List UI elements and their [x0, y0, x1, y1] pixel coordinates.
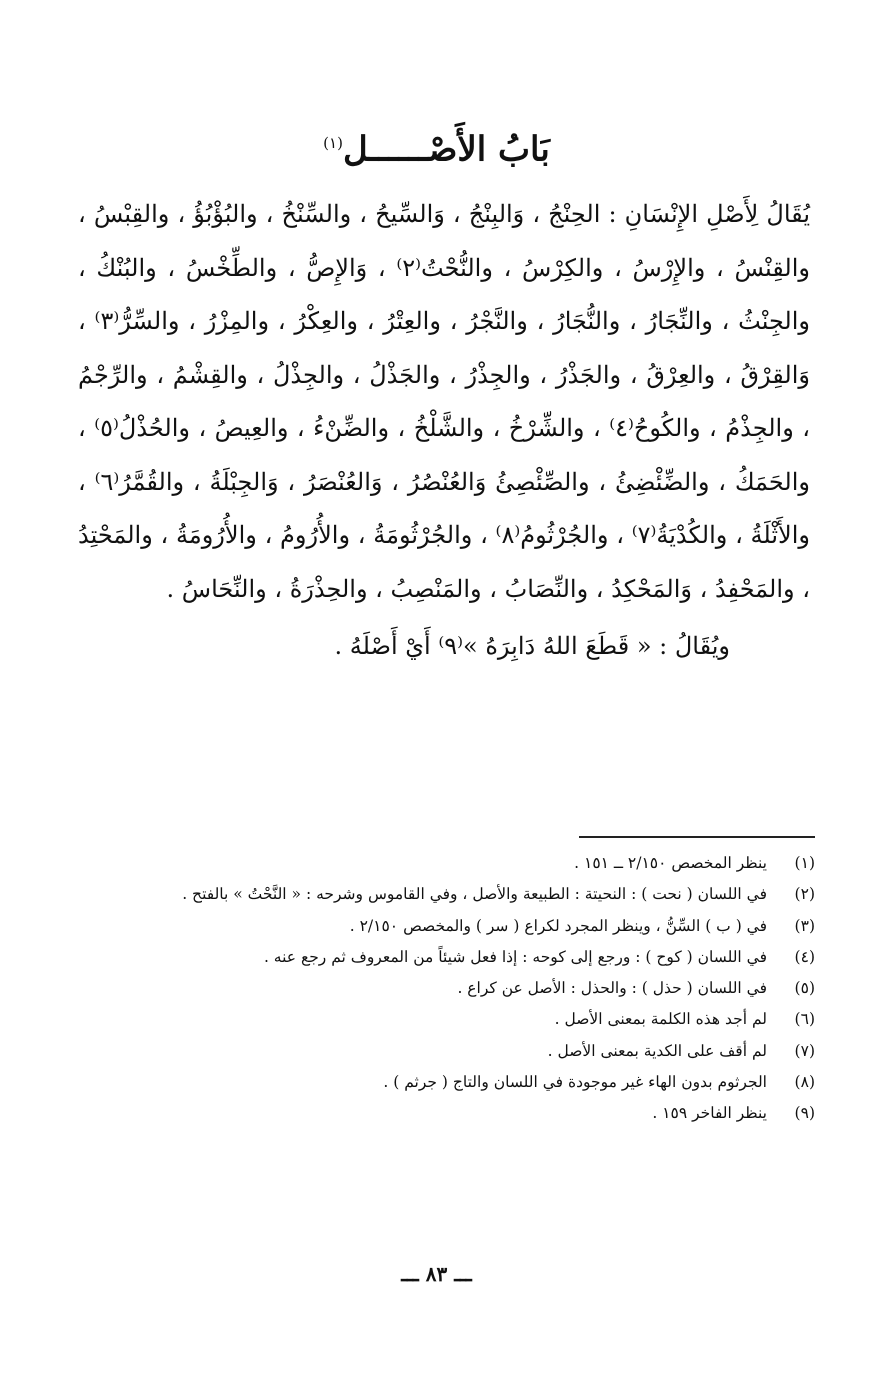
footnote-number: (٣)	[794, 916, 815, 935]
chapter-title-text: بَابُ الأَصْــــــل	[342, 129, 550, 170]
footnote	[55, 879, 815, 910]
footnote-text: لم أقف على الكدية بمعنى الأصل .	[547, 1041, 767, 1060]
footnote	[55, 1067, 815, 1098]
footnote	[55, 1036, 815, 1067]
footnote-separator	[579, 836, 815, 838]
footnote-text: في اللسان ( نحت ) : النحيتة : الطبيعة والأصل ، وفي القاموس وشرحه : « النَّحْتُ » بالفتح .	[182, 885, 767, 904]
main-text	[78, 188, 810, 674]
footnote-number: (٧)	[794, 1041, 815, 1060]
footnote-text: ينظر الفاخر ١٥٩ .	[652, 1104, 767, 1123]
footnote-text: ينظر المخصص ٢/١٥٠ ــ ١٥١ .	[574, 854, 767, 872]
footnote-number: (٥)	[794, 979, 815, 998]
footnote-text: في ( ب ) السِّنُّ ، وينظر المجرد لكراع ( سر ) والمخصص ٢/١٥٠ .	[349, 916, 767, 935]
footnotes-list	[55, 848, 815, 1130]
footnote-number: (٤)	[794, 947, 815, 966]
paragraph-synonyms: يُقَالُ لِأَصْلِ الإِنْسَانِ : الحِنْجُ ، وَالبِنْجُ ، وَالسِّيحُ ، والسِّنْخُ ، والبُؤْبُؤُ ، والقِبْسُ ، والقِنْسُ ، والإِرْسُ ، والكِرْسُ ، والنُّحْتُ⁽٢⁾ ، وَالإِصُّ ، والطِّخْسُ ، والبُنْكُ ، والجِنْثُ ، والنِّجَارُ ، والنُّجَارُ ، والنَّجْرُ ، والعِتْرُ ، والعِكْرُ ، والمِزْرُ ، والسِّرُّ⁽٣⁾ ، وَالقِرْقُ ، والعِرْقُ ، والجَذْرُ ، والجِذْرُ ، والجَذْلُ ، والجِذْلُ ، والقِشْمُ ، والرِّجْمُ ، والجِذْمُ ، والكُوحُ⁽٤⁾ ، والشِّرْخُ ، والشَّلْخُ ، والضِّنْءُ ، والعِيصُ ، والحُذْلُ⁽٥⁾ ، والحَمَكُ ، والضِّئْضِئُ ، والصِّئْصِئُ وَالعُنْصُرُ ، وَالعُنْصَرُ ، وَالجِبْلَةُ ، والقُمَّرُ⁽٦⁾ ، والأَثْلَةُ ، والكُدْيَةُ⁽٧⁾ ، والجُرْثُومُ⁽٨⁾ ، والجُرْثُومَةُ ، والأُرُومُ ، والأُرُومَةُ ، والمَحْتِدُ ، والمَحْفِدُ ، وَالمَحْكِدُ ، والنِّصَابُ ، والمَنْصِبُ ، والحِذْرَةُ ، والنِّحَاسُ .	[78, 200, 811, 603]
footnote	[55, 973, 815, 1004]
page-number: ـــ ٨٣ ـــ	[401, 1262, 472, 1286]
footnote-number: (٨)	[794, 1073, 815, 1092]
footnote-text: لم أجد هذه الكلمة بمعنى الأصل .	[554, 1010, 767, 1029]
footnote	[55, 1004, 815, 1035]
footnote-number: (٢)	[794, 885, 815, 904]
paragraph-saying: ويُقَالُ : « قَطَعَ اللهُ دَابِرَهُ »⁽٩⁾ أَيْ أَصْلَهُ .	[334, 632, 730, 660]
footnote	[55, 848, 815, 879]
footnote-number: (٩)	[794, 1104, 815, 1123]
footnote-number: (٦)	[794, 1010, 815, 1029]
footnote-text: في اللسان ( حذل ) : والحذل : الأصل عن كراع .	[457, 979, 767, 998]
footnote-number: (١)	[794, 854, 815, 872]
footnote	[55, 1098, 815, 1129]
footnote-text: الجرثوم بدون الهاء غير موجودة في اللسان والتاج ( جرثم ) .	[383, 1073, 767, 1092]
chapter-title	[0, 118, 873, 174]
chapter-title-footnote-ref: (١)	[323, 134, 343, 152]
footnote	[55, 942, 815, 973]
footnote	[55, 911, 815, 942]
footnote-text: في اللسان ( كوح ) : ورجع إلى كوحه : إذا فعل شيئاً من المعروف ثم رجع عنه .	[263, 947, 767, 966]
